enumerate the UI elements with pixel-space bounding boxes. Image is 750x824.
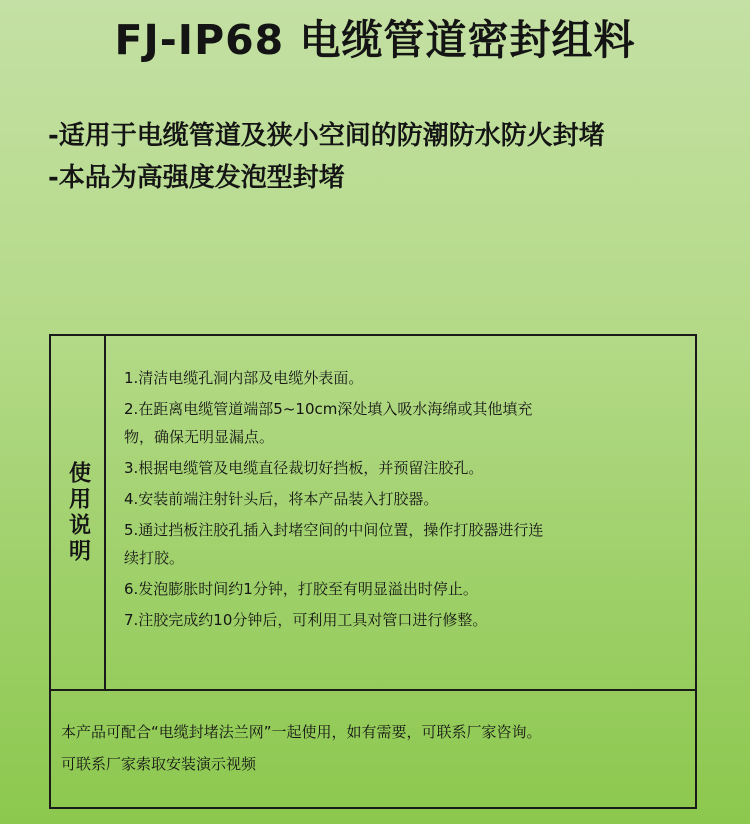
usage-step-text-continued: 续打胶。 — [124, 549, 185, 567]
usage-step — [124, 485, 684, 513]
usage-label-cell — [51, 336, 106, 689]
usage-instructions-box — [49, 334, 697, 691]
usage-step-text: 3.根据电缆管及电缆直径裁切好挡板，并预留注胶孔。 — [124, 459, 484, 477]
usage-step — [124, 575, 684, 603]
note-box — [49, 689, 697, 809]
usage-step — [124, 395, 684, 451]
usage-step-text: 1.清洁电缆孔洞内部及电缆外表面。 — [124, 369, 364, 387]
usage-step — [124, 516, 684, 572]
feature-list — [48, 117, 605, 201]
usage-step — [124, 454, 684, 482]
usage-steps — [124, 364, 684, 637]
note-line: 本产品可配合“电缆封堵法兰网”一起使用，如有需要，可联系厂家咨询。 — [61, 723, 542, 741]
feature-item: -本品为高强度发泡型封堵 — [48, 163, 345, 193]
usage-step-text-continued: 物，确保无明显漏点。 — [124, 428, 275, 446]
usage-label: 使用说明 — [65, 460, 91, 565]
page-title: FJ-IP68 电缆管道密封组料 — [114, 16, 636, 64]
usage-step — [124, 364, 684, 392]
usage-step-text: 5.通过挡板注胶孔插入封堵空间的中间位置，操作打胶器进行连 — [124, 521, 544, 539]
usage-step — [124, 606, 684, 634]
note-line: 可联系厂家索取安装演示视频 — [61, 755, 257, 773]
feature-item: -适用于电缆管道及狭小空间的防潮防水防火封堵 — [48, 121, 605, 151]
usage-step-text: 7.注胶完成约10分钟后，可利用工具对管口进行修整。 — [124, 611, 488, 629]
usage-step-text: 2.在距离电缆管道端部5~10cm深处填入吸水海绵或其他填充 — [124, 400, 533, 418]
usage-step-text: 4.安装前端注射针头后，将本产品装入打胶器。 — [124, 490, 439, 508]
usage-step-text: 6.发泡膨胀时间约1分钟，打胶至有明显溢出时停止。 — [124, 580, 478, 598]
